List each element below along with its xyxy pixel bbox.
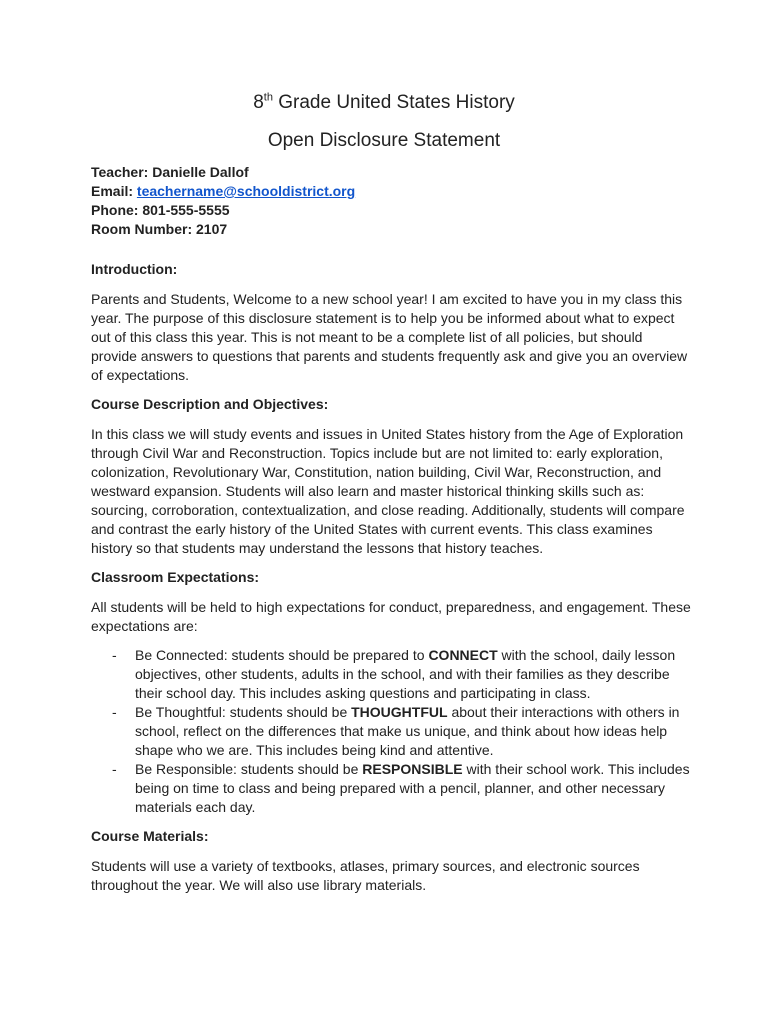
email-label: Email:	[91, 183, 137, 199]
list-item	[91, 646, 691, 703]
expectation-text: Be Connected: students should be prepared to	[135, 647, 429, 663]
expectations-list	[91, 646, 691, 817]
expectation-text: with the school, daily lesson objectives, other students, adults in the school, and with their families as they describe their school day. This includes asking questions and participating in class.	[135, 647, 676, 701]
classroom-expectations-heading: Classroom Expectations:	[91, 569, 260, 585]
document-body	[91, 163, 691, 895]
phone-number: Phone: 801-555-5555	[91, 202, 230, 218]
title-course-name: Grade United States History	[272, 92, 515, 113]
list-dash: -	[112, 647, 117, 663]
list-item	[91, 760, 691, 817]
list-dash: -	[112, 704, 117, 720]
title-grade-number: 8	[253, 92, 264, 113]
course-materials-heading: Course Materials:	[91, 828, 209, 844]
contact-block	[91, 163, 691, 239]
course-description-heading: Course Description and Objectives:	[91, 396, 329, 412]
expectation-text: with their school work. This includes being on time to class and being prepared with a pencil, planner, and other necessary materials each day.	[135, 761, 690, 815]
course-materials-text: Students will use a variety of textbooks, atlases, primary sources, and electronic sources throughout the year. We will also use library materials.	[91, 858, 640, 893]
expectation-keyword: THOUGHTFUL	[351, 704, 448, 720]
course-description-text: In this class we will study events and issues in United States history from the Age of Exploration through Civil War and Reconstruction. Topics include but are not limited to: early exploration, colonization, Revolutionary War, Constitution, nation building, Civil War, Reconstruction, and westward expansion. Students will also learn and master historical thinking skills such as: sourcing, corroboration, contextualization, and close reading. Additionally, students will compare and contrast the early history of the United States with current events. This class examines history so that students may understand the lessons that history teaches.	[91, 426, 685, 556]
room-number: Room Number: 2107	[91, 221, 228, 237]
expectation-text: Be Responsible: students should be	[135, 761, 363, 777]
expectation-text: about their interactions with others in school, reflect on the differences that make us unique, and think about how ideas help shape who we are. This includes being kind and attentive.	[135, 704, 680, 758]
expectation-keyword: RESPONSIBLE	[362, 761, 463, 777]
introduction-heading: Introduction:	[91, 261, 178, 277]
email-line	[91, 182, 691, 201]
classroom-expectations-intro: All students will be held to high expectations for conduct, preparedness, and engagement. These expectations are:	[91, 599, 691, 634]
email-link[interactable]: teachername@schooldistrict.org	[136, 183, 356, 199]
title-ordinal-suffix: th	[263, 91, 273, 104]
introduction-text: Parents and Students, Welcome to a new school year! I am excited to have you in my class this year. The purpose of this disclosure statement is to help you be informed about what to expect out of this class this year. This is not meant to be a complete list of all policies, but should provide answers to questions that parents and students frequently ask and give you an overview of expectations.	[91, 291, 688, 383]
document-title	[0, 92, 768, 114]
expectation-text: Be Thoughtful: students should be	[135, 704, 352, 720]
list-item	[91, 703, 691, 760]
teacher-name: Teacher: Danielle Dallof	[91, 164, 249, 180]
list-dash: -	[112, 761, 117, 777]
document-subtitle: Open Disclosure Statement	[267, 130, 501, 151]
expectation-keyword: CONNECT	[428, 647, 498, 663]
